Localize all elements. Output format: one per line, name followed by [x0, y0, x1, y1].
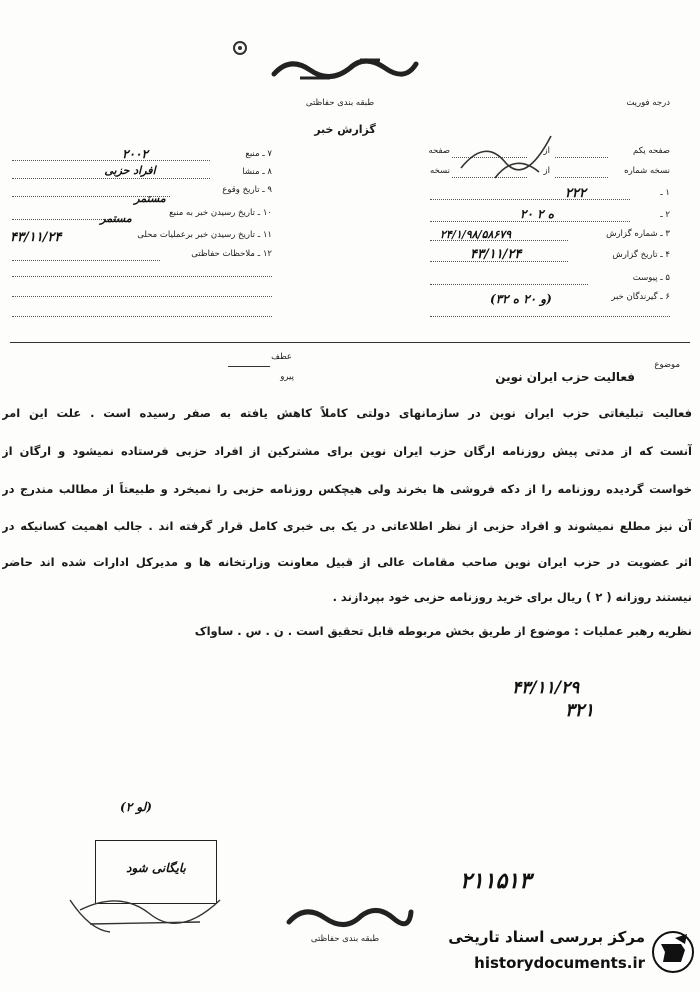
field-occurrence-label: ۹ ـ تاریخ وقوع — [222, 185, 272, 195]
recipients-value: (۳۲ و ۲۰ ه) — [490, 292, 552, 306]
field-1-value: ۲۲۲ — [565, 186, 586, 201]
field-2-value: ۲۰ ه ۲ — [520, 207, 554, 221]
report-number-label: ۳ ـ شماره گزارش — [606, 229, 670, 239]
field-ops-received-value: ۴۳/۱۱/۲۴ — [10, 230, 62, 245]
recipients-label: ۶ ـ گیرندگان خبر — [611, 292, 670, 302]
urgency-label: درجه فوریت — [626, 98, 670, 108]
page-from-label: از — [543, 146, 550, 156]
field-source-received-value: مستمر — [100, 212, 132, 225]
field-occurrence-value: مستمر — [134, 192, 166, 205]
handwritten-date: ۴۳/۱۱/۲۹ — [512, 678, 580, 698]
field-remarks-label: ۱۲ ـ ملاحظات حفاظتی — [191, 249, 272, 259]
report-date-label: ۴ ـ تاریخ گزارش — [612, 250, 670, 260]
report-date-value: ۴۳/۱۱/۲۴ — [470, 247, 522, 262]
peyro-label: پیرو — [280, 372, 294, 382]
body-line-5: اثر عضویت در حزب ایران نوین صاحب مقامات عالی از قبیل معاونت وزارتخانه ها و مدیرکل ادارات شده اند حاضر — [2, 555, 692, 569]
form-title: گزارش خبر — [314, 123, 376, 136]
attachment-label: ۵ ـ پیوست — [632, 273, 670, 283]
watermark-url: historydocuments.ir — [474, 954, 645, 972]
body-line-6: نیستند روزانه ( ۲ ) ریال برای خرید روزنامه حزبی خود بپردازند . — [332, 590, 692, 604]
watermark-title: مرکز بررسی اسناد تاریخی — [448, 928, 645, 946]
copy-number-label: نسخه شماره — [624, 166, 670, 176]
subject-label: موضوع — [654, 360, 680, 370]
field-source-received-label: ۱۰ ـ تاریخ رسیدن خبر به منبع — [169, 208, 272, 218]
page-of-label: صفحه — [428, 146, 450, 156]
watermark — [425, 920, 697, 986]
bottom-number: ۲۱۱۵۱۳ — [460, 868, 531, 894]
field-source-value: ۲۰۰۲ — [122, 147, 148, 161]
copy-from-label: از — [543, 166, 550, 176]
handwritten-scribble — [455, 128, 565, 184]
archive-box-text: بایگانی شود — [126, 861, 186, 875]
body-line-4: آن نیز مطلع نمیشوند و افراد حزبی از نظر اطلاعاتی در یک بی خبری کامل قرار گرفته اند . جالب اهمیت کسانیکه در — [2, 519, 692, 533]
subject-text: فعالیت حزب ایران نوین — [495, 370, 635, 384]
classification-label: طبقه بندی حفاظتی — [305, 98, 375, 108]
body-line-1: فعالیت تبلیغاتی حزب ایران نوین در سازمانهای دولتی کاملاً کاهش یافته به صفر رسیده است . علت این امر — [2, 406, 692, 420]
report-number-value: ۲۴/۱/۹۸/۵۸۶۷۹ — [440, 228, 512, 241]
page-corner-mark — [228, 36, 252, 60]
classification-stamp — [270, 48, 420, 84]
page-number-label: صفحه یکم — [633, 146, 670, 156]
archive-note: (لو ۲) — [120, 800, 152, 814]
atf-label: عطف — [271, 352, 292, 362]
archive-box-scribble — [60, 830, 230, 940]
field-2-label: ۲ ـ — [660, 210, 670, 220]
copy-of-label: نسخه — [430, 166, 450, 176]
field-origin-value: افراد حزبی — [104, 164, 156, 177]
field-source-label: ۷ ـ منبع — [245, 149, 272, 159]
watermark-logo-icon — [651, 930, 695, 974]
body-line-2: آنست که از مدتی پیش روزنامه ارگان حزب ایران نوین برای مشترکین از افراد حزبی فرستاده نمیشود و ارگان از — [2, 444, 692, 458]
field-1-label: ۱ ـ — [660, 188, 670, 198]
handwritten-number: ۳۲۱ — [565, 700, 595, 721]
footer-classification: طبقه بندی حفاظتی — [310, 934, 380, 944]
footer-classification-stamp — [285, 898, 415, 932]
field-ops-received-label: ۱۱ ـ تاریخ رسیدن خبر برعملیات محلی — [137, 230, 272, 240]
field-origin-label: ۸ ـ منشا — [242, 167, 272, 177]
body-line-3: خواست گردیده روزنامه را از دکه فروشی ها بخرند ولی هیچکس روزنامه حزبی را نمیخرد و طبیعتاً از مطالب مندرج در — [2, 482, 692, 496]
opinion-text: نظریه رهبر عملیات : موضوع از طریق بخش مربوطه قابل تحقیق است . ن . س . ساواک — [194, 624, 692, 638]
